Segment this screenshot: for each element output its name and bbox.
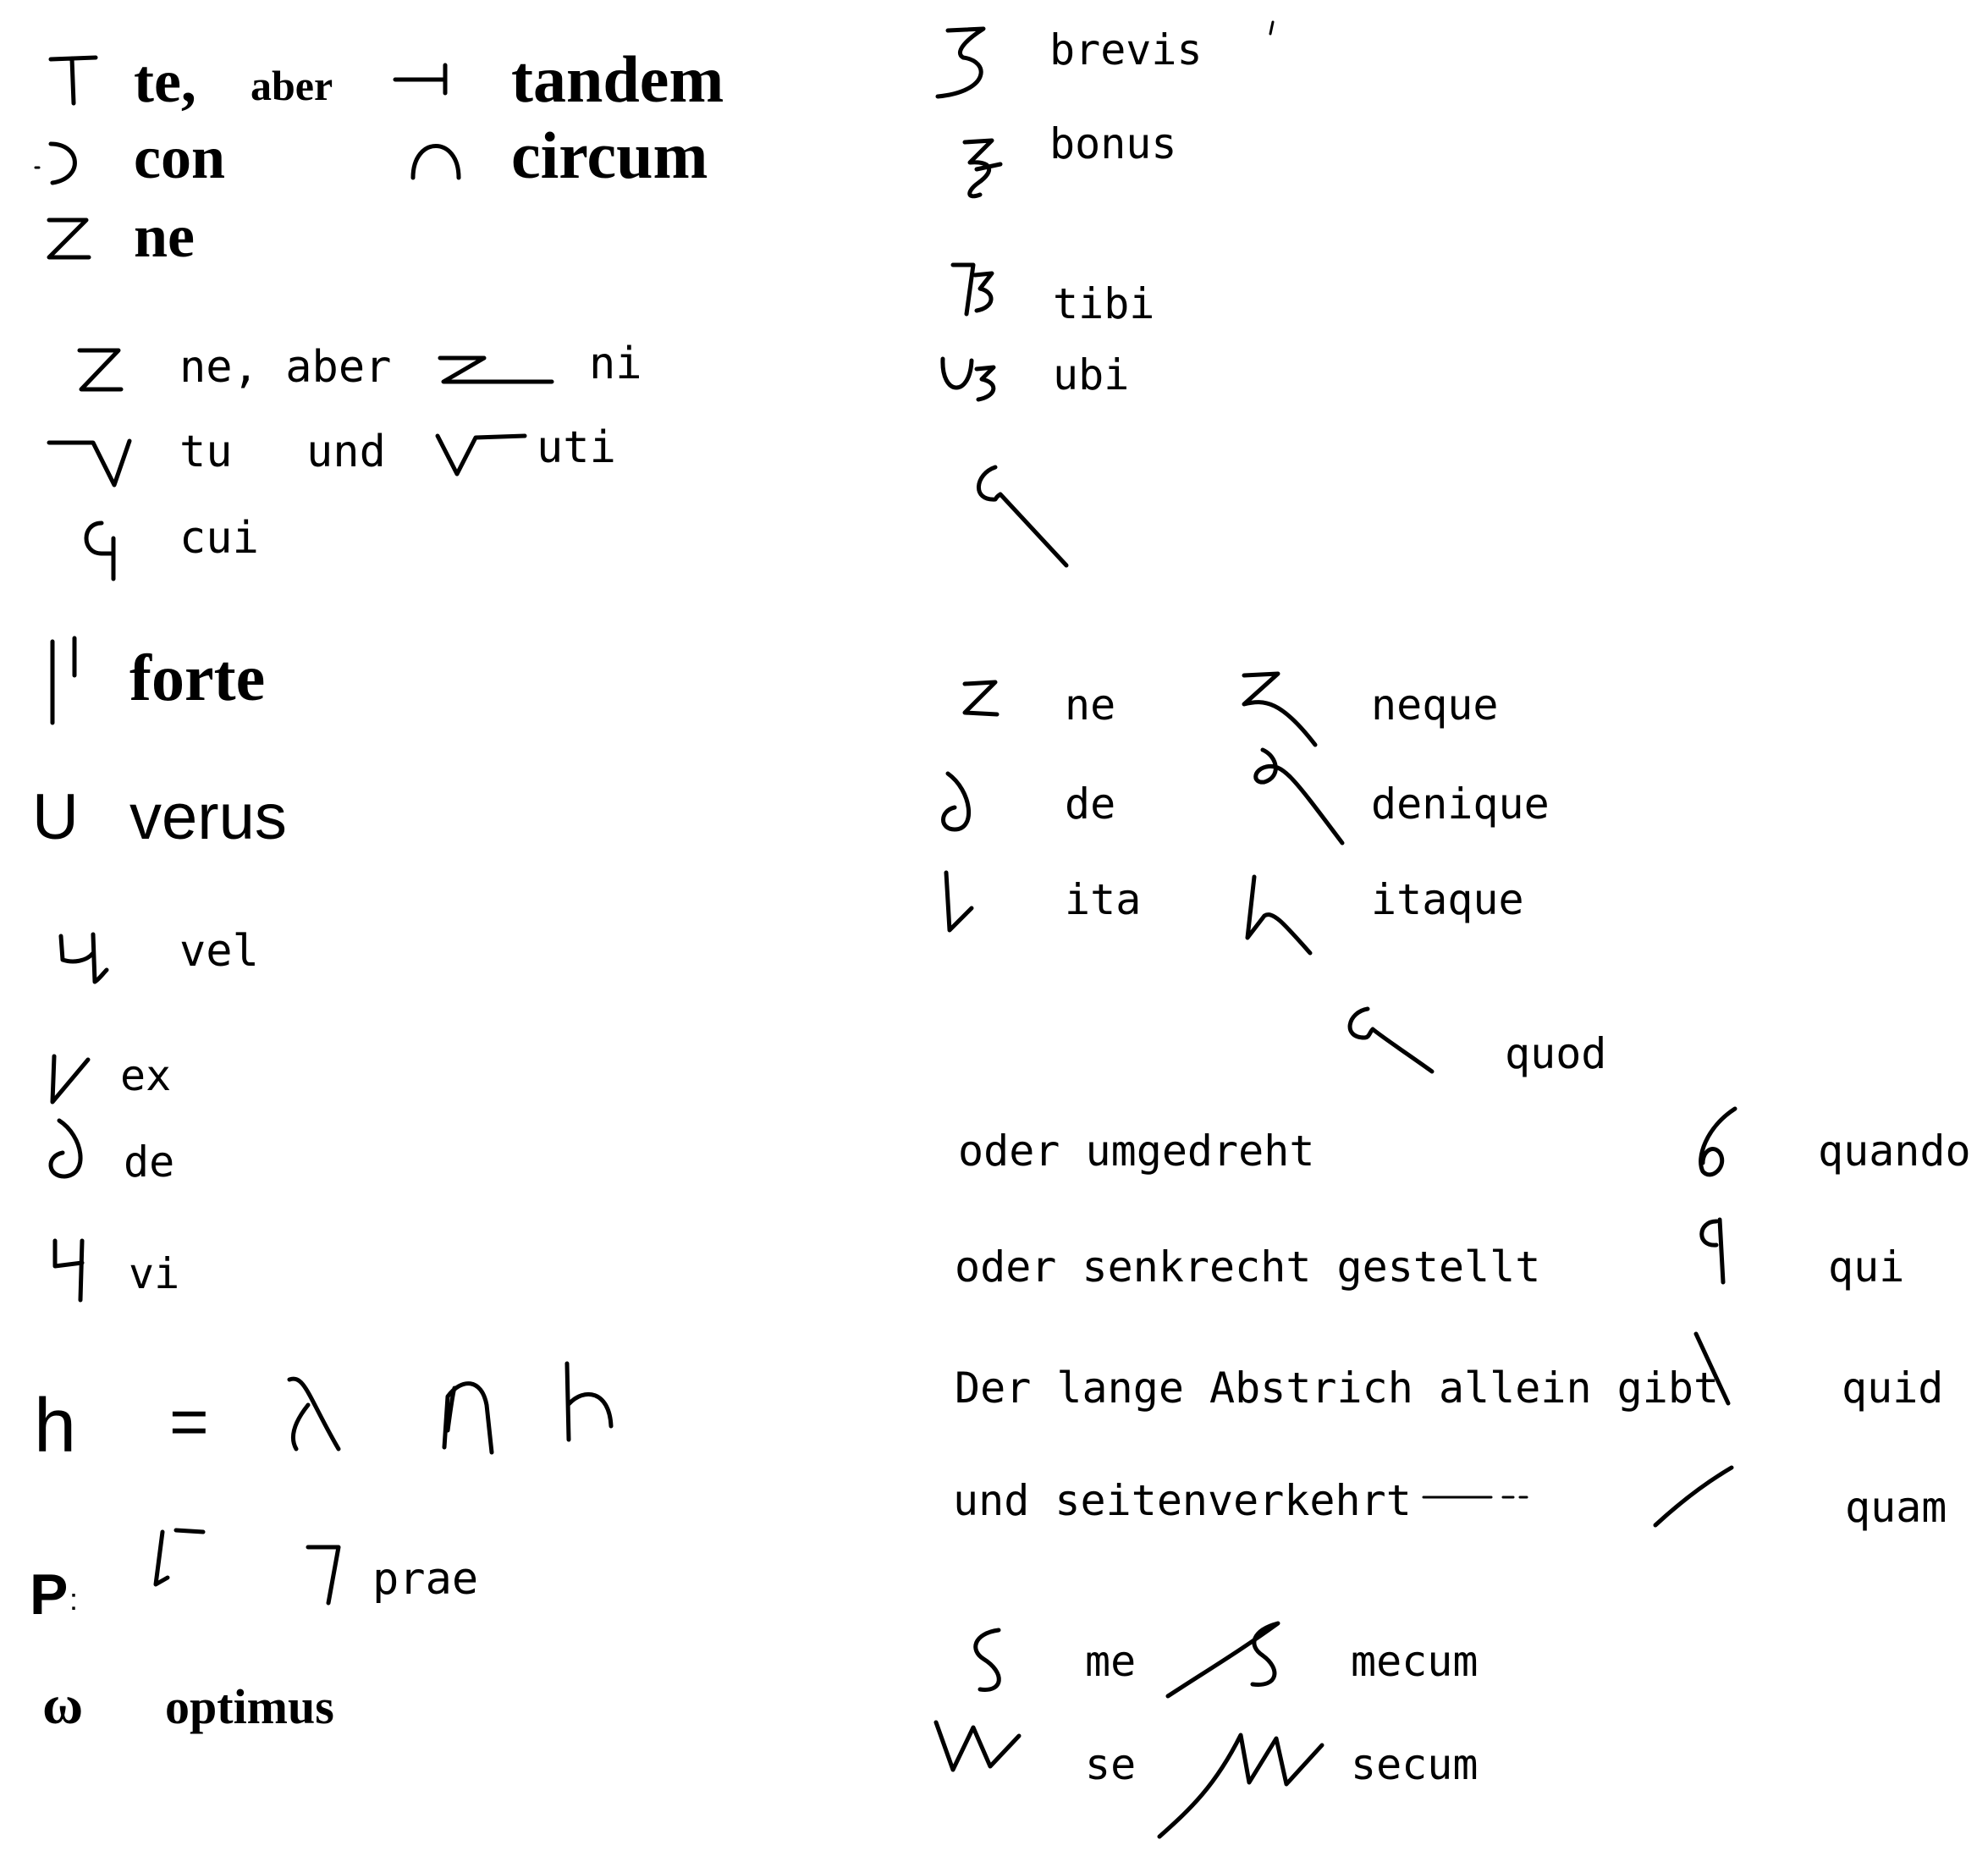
h-variant-lambda — [279, 1371, 347, 1456]
senkrecht-label: oder senkrecht gestellt — [955, 1242, 1541, 1292]
itaque-symbol — [1236, 872, 1320, 956]
itaque-label: itaque — [1371, 875, 1524, 924]
qui-symbol — [1691, 1215, 1733, 1286]
se-symbol — [931, 1714, 1024, 1777]
de-label-right: de — [1065, 780, 1116, 829]
ita-label: ita — [1065, 875, 1142, 924]
de-symbol — [41, 1116, 91, 1183]
abstrich-label: Der lange Abstrich allein gibt — [955, 1363, 1720, 1413]
umgedreht-label: oder umgedreht — [958, 1127, 1315, 1176]
h-variant-h — [559, 1358, 618, 1443]
equals-sign: = — [169, 1384, 209, 1459]
se-label: se — [1085, 1740, 1137, 1789]
vel-symbol — [54, 928, 113, 987]
seitenverkehrt-label: und seitenverkehrt — [953, 1476, 1412, 1525]
prae-symbol-1 — [144, 1523, 212, 1591]
ne-symbol-right — [956, 677, 1003, 719]
ne-label-right: ne — [1065, 680, 1116, 730]
quod-symbol — [1337, 1004, 1439, 1076]
de-label: de — [124, 1138, 175, 1187]
p-label: P — [30, 1562, 69, 1627]
h-letter: h — [34, 1384, 77, 1468]
te-label: te, — [134, 47, 196, 115]
speck-mark — [1268, 20, 1276, 37]
prae-symbol-2 — [303, 1540, 345, 1608]
verus-label: verus — [129, 781, 287, 853]
tibi-label: tibi — [1053, 279, 1155, 328]
denique-label: denique — [1371, 780, 1550, 829]
brevis-label: brevis — [1049, 25, 1203, 74]
und-label: und — [306, 427, 386, 477]
omega-symbol: ω — [42, 1674, 84, 1736]
dash-line — [1422, 1493, 1532, 1501]
qui-label: qui — [1828, 1242, 1905, 1292]
ni-label: ni — [589, 339, 642, 389]
con-symbol — [34, 135, 93, 190]
ubi-label: ubi — [1053, 350, 1130, 399]
ita-symbol — [938, 868, 980, 935]
h-variant-n — [436, 1371, 499, 1456]
quando-label: quando — [1818, 1127, 1971, 1176]
forte-symbol — [44, 635, 86, 728]
quod-label: quod — [1505, 1029, 1607, 1078]
quid-symbol — [1691, 1329, 1733, 1409]
mecum-symbol — [1165, 1617, 1300, 1701]
ne-label: ne — [134, 202, 195, 270]
ex-label: ex — [120, 1051, 172, 1100]
ne-symbol — [42, 213, 93, 264]
tibi-symbol — [948, 258, 999, 317]
ubi-symbol — [938, 354, 1005, 405]
aber-label: aber — [251, 62, 333, 109]
neque-label: neque — [1371, 680, 1499, 730]
denique-symbol — [1249, 745, 1351, 846]
uti-symbol — [433, 427, 526, 478]
cui-label: cui — [179, 513, 259, 564]
me-symbol — [965, 1625, 1011, 1697]
ne-aber-symbol — [74, 345, 125, 396]
mecum-label: mecum — [1351, 1637, 1479, 1686]
verus-symbol: U — [32, 781, 79, 853]
bonus-label: bonus — [1049, 119, 1177, 168]
quid-label: quid — [1842, 1363, 1944, 1413]
te-symbol — [47, 52, 97, 107]
ex-symbol — [44, 1049, 95, 1109]
quam-label: quam — [1845, 1483, 1947, 1532]
prae-label: prae — [372, 1554, 479, 1605]
secum-symbol — [1156, 1727, 1325, 1841]
vi-symbol — [47, 1236, 93, 1303]
circum-label: circum — [511, 118, 708, 192]
circum-symbol — [406, 131, 465, 182]
forte-label: forte — [129, 641, 266, 714]
con-label: con — [134, 124, 225, 191]
optimus-label: optimus — [165, 1679, 334, 1734]
tandem-label: tandem — [511, 42, 724, 116]
ne-aber-label: ne, aber — [179, 342, 392, 393]
vi-label: vi — [129, 1249, 180, 1298]
bonus-symbol — [955, 135, 1005, 199]
vel-label: vel — [179, 926, 259, 977]
tu-label: tu — [179, 427, 233, 477]
quam-symbol — [1652, 1463, 1737, 1530]
ni-symbol — [437, 354, 555, 388]
cui-symbol — [74, 518, 125, 581]
tandem-symbol — [393, 61, 452, 95]
secum-label: secum — [1351, 1740, 1479, 1789]
neque-symbol — [1239, 669, 1324, 749]
tu-symbol — [47, 427, 131, 488]
p-colon: : — [69, 1582, 79, 1617]
quando-symbol — [1686, 1104, 1745, 1180]
brevis-symbol — [931, 24, 994, 100]
hook-stroke-symbol — [963, 464, 1073, 570]
uti-label: uti — [537, 422, 616, 473]
me-label: me — [1085, 1637, 1137, 1686]
de-symbol-right — [931, 768, 982, 836]
